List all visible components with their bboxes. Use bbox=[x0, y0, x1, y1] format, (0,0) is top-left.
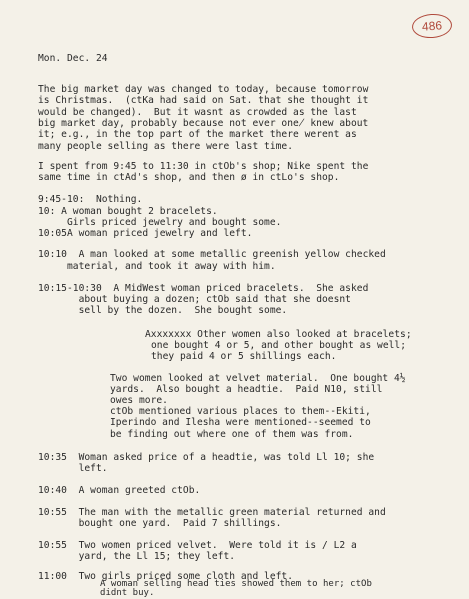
log-entry: ctOb mentioned various places to them--Ekiti, bbox=[110, 406, 371, 417]
date-heading: Mon. Dec. 24 bbox=[38, 53, 108, 64]
text-line: is Christmas. (ctKa had said on Sat. that she thought it bbox=[38, 95, 369, 106]
log-entry: Iperindo and Ilesha were mentioned--seemed to bbox=[110, 417, 371, 428]
log-entry: one bought 4 or 5, and other bought as well; bbox=[151, 340, 407, 351]
text-line: I spent from 9:45 to 11:30 in ctOb's shop; Nike spent the bbox=[38, 161, 369, 172]
log-entry: material, and took it away with him. bbox=[38, 261, 276, 272]
log-entry: Two women looked at velvet material. One bought 4½ bbox=[110, 373, 406, 384]
text-line: The big market day was changed to today, because tomorrow bbox=[38, 84, 369, 95]
log-entry: Girls priced jewelry and bought some. bbox=[38, 217, 282, 228]
log-entry: 9:45-10: Nothing. bbox=[38, 194, 143, 205]
log-entry: owes more. bbox=[110, 395, 168, 406]
log-entry: didnt buy. bbox=[100, 588, 155, 598]
log-entry: they paid 4 or 5 shillings each. bbox=[151, 351, 337, 362]
log-entry: 10: A woman bought 2 bracelets. bbox=[38, 206, 218, 217]
log-entry: 10:05A woman priced jewelry and left. bbox=[38, 228, 253, 239]
log-entry: 10:35 Woman asked price of a headtie, was told Ll 10; she bbox=[38, 452, 375, 463]
log-entry: about buying a dozen; ctOb said that she doesnt bbox=[38, 294, 351, 305]
log-entry: yards. Also bought a headtie. Paid N10, still bbox=[110, 384, 383, 395]
log-entry: 10:55 The man with the metallic green material returned and bbox=[38, 507, 386, 518]
log-entry: 10:40 A woman greeted ctOb. bbox=[38, 485, 201, 496]
log-entry: sell by the dozen. She bought some. bbox=[38, 305, 288, 316]
text-line: big market day, probably because not ever one̸ knew about bbox=[38, 118, 369, 129]
page-number-stamp: 486 bbox=[411, 13, 453, 40]
log-entry: be finding out where one of them was from. bbox=[110, 429, 354, 440]
log-entry: 10:15-10:30 A MidWest woman priced bracelets. She asked bbox=[38, 283, 369, 294]
log-entry: A woman selling head ties showed them to her; ctOb bbox=[100, 579, 372, 589]
log-entry: 10:55 Two women priced velvet. Were told it is / L2 a bbox=[38, 540, 357, 551]
text-line: same time in ctAd's shop, and then ø in ctLo's shop. bbox=[38, 172, 340, 183]
log-entry: yard, the Ll 15; they left. bbox=[38, 551, 236, 562]
log-entry: left. bbox=[38, 463, 108, 474]
log-entry: 10:10 A man looked at some metallic greenish yellow checked bbox=[38, 249, 386, 260]
text-line: would be changed). But it wasnt as crowded as the last bbox=[38, 107, 357, 118]
log-entry: 11:00 Two girls priced some cloth and left. bbox=[38, 571, 294, 582]
text-line: it; e.g., in the top part of the market there werent as bbox=[38, 129, 357, 140]
log-entry: bought one yard. Paid 7 shillings. bbox=[38, 518, 282, 529]
text-line: many people selling as there were last time. bbox=[38, 141, 294, 152]
log-entry: Axxxxxxx Other women also looked at bracelets; bbox=[145, 329, 412, 340]
